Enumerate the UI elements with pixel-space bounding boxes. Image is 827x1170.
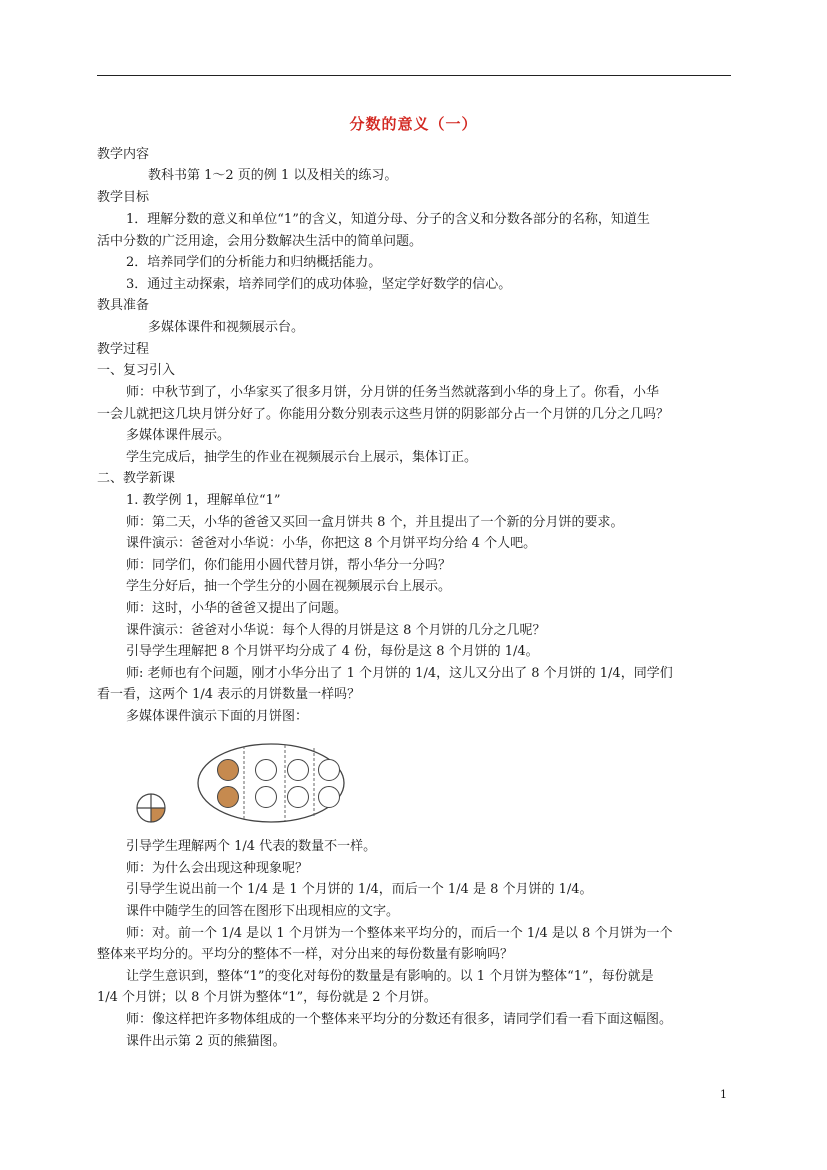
subheading-new-lesson: 二、教学新课 (97, 471, 176, 486)
page-number: 1 (720, 1088, 727, 1101)
paragraph: 看一看，这两个 1/4 表示的月饼数量一样吗？ (97, 687, 361, 702)
page-title: 分数的意义（一） (349, 115, 478, 133)
paragraph: 师：为什么会出现这种现象呢？ (126, 861, 309, 876)
goal-3: 3．通过主动探索，培养同学们的成功体验，坚定学好数学的信心。 (126, 277, 512, 292)
paragraph: 师：这时，小华的爸爸又提出了问题。 (126, 601, 348, 616)
single-mooncake (137, 794, 165, 822)
paragraph: 一会儿就把这几块月饼分好了。你能用分数分别表示这些月饼的阴影部分占一个月饼的几分之几吗？ (97, 407, 670, 422)
paragraph: 课件中随学生的回答在图形下出现相应的文字。 (126, 904, 400, 919)
paragraph: 教科书第 1～2 页的例 1 以及相关的练习。 (148, 168, 398, 183)
paragraph: 课件演示：爸爸对小华说：每个人得的月饼是这 8 个月饼的几分之几呢？ (126, 623, 546, 638)
paragraph: 引导学生理解两个 1/4 代表的数量不一样。 (126, 839, 377, 854)
goal-1-line-2: 活中分数的广泛用途，会用分数解决生活中的简单问题。 (97, 234, 423, 249)
paragraph: 多媒体课件演示下面的月饼图： (126, 709, 309, 724)
paragraph: 师：第二天，小华的爸爸又买回一盒月饼共 8 个，并且提出了一个新的分月饼的要求。 (126, 515, 624, 530)
paragraph: 师：中秋节到了，小华家买了很多月饼，分月饼的任务当然就落到小华的身上了。你看，小华 (126, 385, 660, 400)
paragraph: 让学生意识到，整体“1”的变化对每份的数量是有影响的。以 1 个月饼为整体“1”，每份就是 (126, 969, 654, 984)
goal-1-line-1: 1．理解分数的意义和单位“1”的含义，知道分母、分子的含义和分数各部分的名称，知道生 (126, 212, 650, 227)
paragraph: 1. 教学例 1，理解单位“1” (126, 493, 281, 508)
paragraph: 引导学生说出前一个 1/4 是 1 个月饼的 1/4，而后一个 1/4 是 8 个月饼的 1/4。 (126, 882, 593, 897)
paragraph: 引导学生理解把 8 个月饼平均分成了 4 份，每份是这 8 个月饼的 1/4。 (126, 644, 539, 659)
paragraph: 师: 老师也有个问题，刚才小华分出了 1 个月饼的 1/4，这儿又分出了 8 个月饼的 1/4，同学们 (126, 666, 673, 681)
mooncake-box (198, 744, 344, 822)
paragraph: 1/4 个月饼；以 8 个月饼为整体“1”，每份就是 2 个月饼。 (97, 990, 437, 1005)
paragraph: 师：同学们，你们能用小圆代替月饼，帮小华分一分吗？ (126, 558, 452, 573)
section-heading-goals: 教学目标 (97, 190, 150, 205)
goal-2: 2．培养同学们的分析能力和归纳概括能力。 (126, 255, 382, 270)
section-heading-tools: 教具准备 (97, 298, 150, 313)
section-heading-process: 教学过程 (97, 342, 150, 357)
paragraph: 课件演示：爸爸对小华说：小华，你把这 8 个月饼平均分给 4 个人吧。 (126, 536, 537, 551)
paragraph: 整体来平均分的。平均分的整体不一样，对分出来的每份数量有影响吗？ (97, 947, 514, 962)
subheading-review: 一、复习引入 (97, 363, 176, 378)
paragraph: 师：对。前一个 1/4 是以 1 个月饼为一个整体来平均分的，而后一个 1/4 是以 8 个月饼为一个 (126, 926, 673, 941)
paragraph: 学生完成后，抽学生的作业在视频展示台上展示，集体订正。 (126, 450, 478, 465)
paragraph: 课件出示第 2 页的熊猫图。 (126, 1034, 286, 1049)
paragraph: 师：像这样把许多物体组成的一个整体来平均分的分数还有很多，请同学们看一看下面这幅图。 (126, 1012, 673, 1027)
paragraph: 多媒体课件展示。 (126, 428, 231, 443)
section-heading-content: 教学内容 (97, 147, 150, 162)
paragraph: 多媒体课件和视频展示台。 (148, 320, 305, 335)
paragraph: 学生分好后，抽一个学生分的小圆在视频展示台上展示。 (126, 579, 452, 594)
